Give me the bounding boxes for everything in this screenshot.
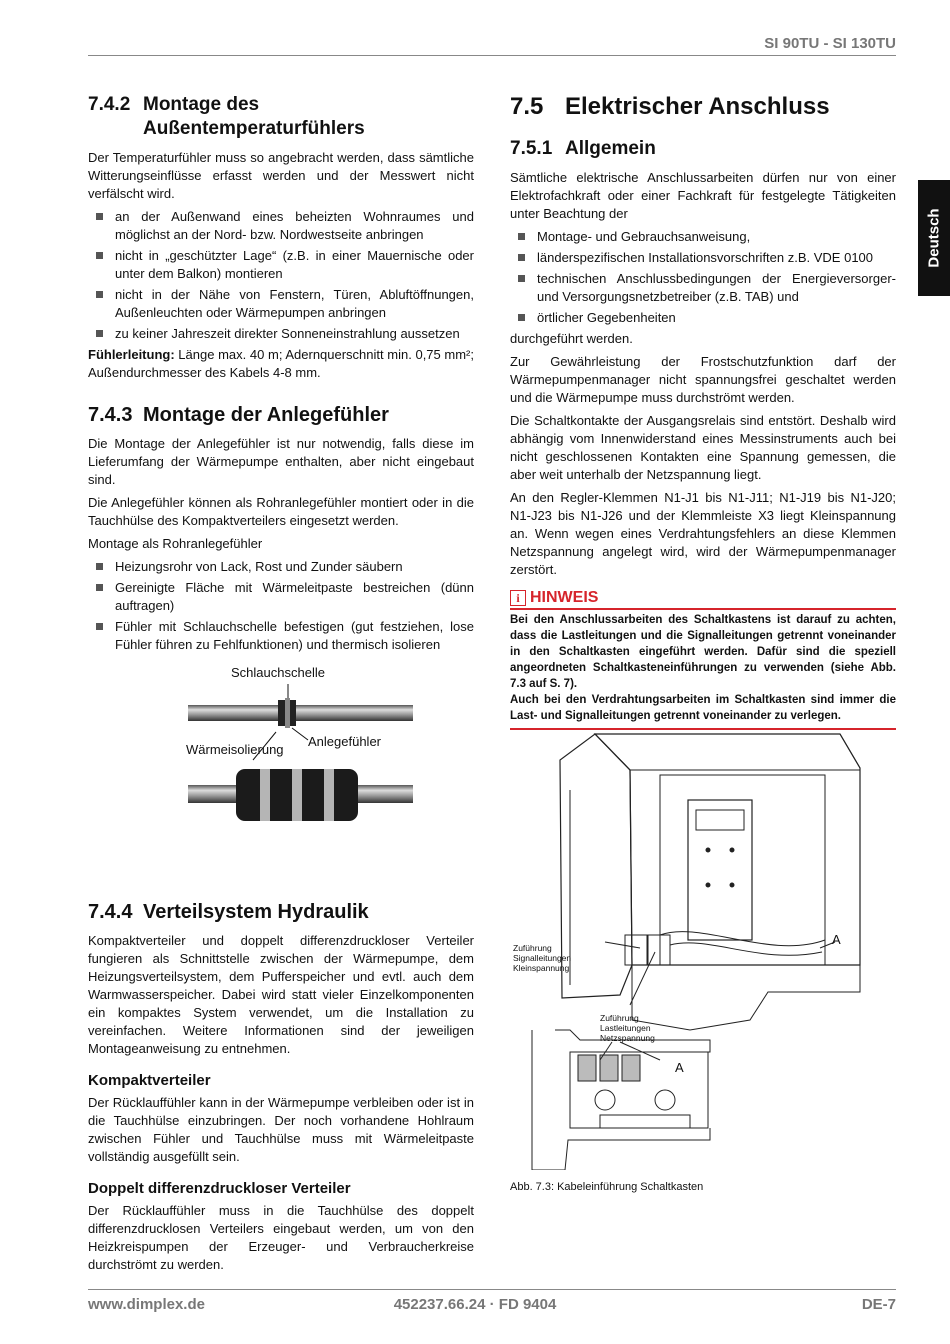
paragraph: Sämtliche elektrische Anschlussarbeiten dürfen nur von einer Elektrofachkraft oder einer Fachkraft für festgelegte Tätigkeiten unter Beachtung der <box>510 170 896 221</box>
section-number: 7.4.2 <box>88 94 131 115</box>
subheading: Doppelt differenzdruckloser Verteiler <box>88 1180 351 1197</box>
list-item: Montage- und Gebrauchsanweisung, <box>510 228 896 246</box>
bullet-list <box>88 558 474 654</box>
section-heading-742 <box>88 93 474 141</box>
switchbox-figure <box>510 730 896 1170</box>
paragraph: Der Temperaturfühler muss so angebracht werden, dass sämtliche Witterungseinflüsse erfasst werden und der Messwert nicht verfälscht wird. <box>88 150 474 201</box>
section-title: Elektrischer Anschluss <box>565 93 830 120</box>
paragraph: Die Anlegefühler können als Rohranlegefühler montiert oder in die Tauchhülse des Kompaktverteilers eingesetzt werden. <box>88 495 474 528</box>
title-line-1: Montage des <box>143 94 260 115</box>
paragraph: Die Montage der Anlegefühler ist nur notwendig, falls diese im Lieferumfang der Wärmepumpe enthalten, aber nicht eingebaut sind. <box>88 436 474 487</box>
list-item: nicht in „geschützter Lage“ (z.B. in einer Mauernische oder unter dem Balkon) montieren <box>88 247 474 283</box>
section-heading-744 <box>88 900 474 924</box>
label-signal-feed <box>513 943 571 973</box>
notice-text-2: Auch bei den Verdrahtungsarbeiten im Schaltkasten sind immer die Last- und Signalleitungen getrennt voneinander zu verlegen. <box>510 694 896 722</box>
paragraph: Zur Gewährleistung der Frostschutzfunktion darf der Wärmepumpenmanager nicht spannungsfrei geschaltet werden und die Wärmepumpe muss durchströmt werden. <box>510 354 896 405</box>
footer-page: DE-7 <box>861 1296 896 1313</box>
paragraph: durchgeführt werden. <box>510 331 633 346</box>
section-heading-751 <box>510 137 896 161</box>
footer-rule <box>88 1289 896 1290</box>
label-line: Signalleitungen <box>513 953 572 963</box>
paragraph: Kompaktverteiler und doppelt differenzdruckloser Verteiler fungieren als Schnittstelle zwischen der Wärmepumpe, dem Heizungsverteilsystem, dem Pufferspeicher und evtl. auch dem Warmwasserspeicher. Dabei wird statt vieler Einzelkomponenten ein kompaktes System verwendet, um die Installation zu vereinfachen. Weitere Informationen sind der jeweiligen Montageanweisung zu entnehmen. <box>88 933 474 1056</box>
header-title: SI 90TU - SI 130TU <box>764 35 896 52</box>
language-tab-label: Deutsch <box>925 208 943 268</box>
label-sensor: Anlegefühler <box>308 734 381 749</box>
pipe-sensor-figure <box>88 662 474 872</box>
paragraph: Die Schaltkontakte der Ausgangsrelais sind entstört. Deshalb wird abhängig vom Innenwiderstand eines Messinstruments auch bei nicht geschlossenen Kontakten eine Spannung gemessen, die aber weit unterhalb der Netzspannung liegt. <box>510 413 896 482</box>
cable-spec-label: Fühlerleitung: <box>88 347 175 362</box>
section-number: 7.5 <box>510 93 544 120</box>
subheading: Kompaktverteiler <box>88 1072 211 1089</box>
section-number: 7.4.4 <box>88 901 133 923</box>
label-a-top: A <box>832 932 841 947</box>
label-hose-clamp: Schlauchschelle <box>231 665 325 680</box>
section-number: 7.4.3 <box>88 404 133 426</box>
paragraph: Der Rücklauffühler muss in die Tauchhülse des doppelt differenzdrucklosen Verteilers eingebaut werden, um von den Heizkreispumpen der Erzeuger- und Verbraucherkreise durchströmt zu werden. <box>88 1203 474 1272</box>
figure-caption: Abb. 7.3: Kabeleinführung Schaltkasten <box>510 1181 704 1193</box>
footer-doc-number: 452237.66.24 · FD 9404 <box>393 1296 557 1313</box>
footer-website: www.dimplex.de <box>88 1296 205 1313</box>
label-insulation: Wärmeisolierung <box>186 742 284 757</box>
section-title: Verteilsystem Hydraulik <box>143 901 369 923</box>
list-item: nicht in der Nähe von Fenstern, Türen, Abluftöffnungen, Außenleuchten oder Wärmepumpen anbringen <box>88 286 474 322</box>
notice-header <box>510 589 896 610</box>
list-item: an der Außenwand eines beheizten Wohnraumes und möglichst an der Nord- bzw. Nordwestseite anbringen <box>88 208 474 244</box>
notice-box <box>510 589 896 730</box>
list-item: zu keiner Jahreszeit direkter Sonneneinstrahlung aussetzen <box>88 325 474 343</box>
list-item: Heizungsrohr von Lack, Rost und Zunder säubern <box>88 558 474 576</box>
section-title: Montage der Anlegefühler <box>143 404 389 426</box>
left-column <box>88 93 474 1279</box>
pipe-illustration <box>88 662 474 872</box>
list-item: länderspezifischen Installationsvorschriften z.B. VDE 0100 <box>510 249 896 267</box>
section-number: 7.5.1 <box>510 138 553 159</box>
title-line-2: Außentemperaturfühlers <box>143 118 365 139</box>
cable-spec <box>88 346 474 382</box>
cable-spec-text: Länge max. 40 m; Adernquerschnitt min. 0,75 mm²; Außendurchmesser des Kabels 4-8 mm. <box>88 347 474 380</box>
label-line: Lastleitungen <box>600 1023 651 1033</box>
notice-text-1: Bei den Anschlussarbeiten des Schaltkastens ist darauf zu achten, dass die Lastleitungen und die Signalleitungen getrennt voneinander in den Schaltkasten eingeführt werden. Dafür sind die speziell angeordneten Schaltkasteneinführungen zu verwenden (siehe Abb. 7.3 auf S. 7). <box>510 614 896 690</box>
bullet-list <box>510 228 896 327</box>
label-line: Zuführung <box>600 1013 639 1023</box>
section-title <box>143 93 365 141</box>
section-heading-75 <box>510 93 896 121</box>
label-a-bottom: A <box>675 1060 684 1075</box>
list-item: örtlicher Gegebenheiten <box>510 309 896 327</box>
section-heading-743 <box>88 403 474 427</box>
list-item: technischen Anschlussbedingungen der Energieversorger- und Versorgungsnetzbetreiber (z.B. TAB) und <box>510 270 896 306</box>
paragraph: Der Rücklauffühler kann in der Wärmepumpe verbleiben oder ist in die Tauchhülse einzubringen. Der noch vorhandene Hohlraum zwischen Fühler und Tauchhülse muss mit Wärmeleitpaste vollständig ausgefüllt sein. <box>88 1095 474 1164</box>
label-line: Zuführung <box>513 943 552 953</box>
right-column <box>510 93 896 730</box>
paragraph: Montage als Rohranlegefühler <box>88 536 263 551</box>
list-item: Gereinigte Fläche mit Wärmeleitpaste bestreichen (dünn auftragen) <box>88 579 474 615</box>
section-title: Allgemein <box>565 138 656 159</box>
list-item: Fühler mit Schlauchschelle befestigen (gut festziehen, lose Fühler führen zu Fehlfunktionen) und thermisch isolieren <box>88 618 474 654</box>
bullet-list <box>88 208 474 343</box>
language-tab <box>918 180 950 296</box>
label-load-feed <box>600 1013 655 1043</box>
paragraph: An den Regler-Klemmen N1-J1 bis N1-J11; N1-J19 bis N1-J20; N1-J23 bis N1-J26 und der Klemmleiste X3 liegt Kleinspannung an. Wenn wegen eines Verdrahtungsfehlers an diese Klemmen Netzspannung angelegt wird, wird der Wärmepumpenmanager zerstört. <box>510 490 896 577</box>
label-line: Netzspannung <box>600 1033 655 1043</box>
label-line: Kleinspannung <box>513 963 570 973</box>
notice-title: HINWEIS <box>530 589 599 606</box>
info-icon: i <box>510 590 526 606</box>
notice-text <box>510 610 896 730</box>
header-rule <box>88 55 896 56</box>
